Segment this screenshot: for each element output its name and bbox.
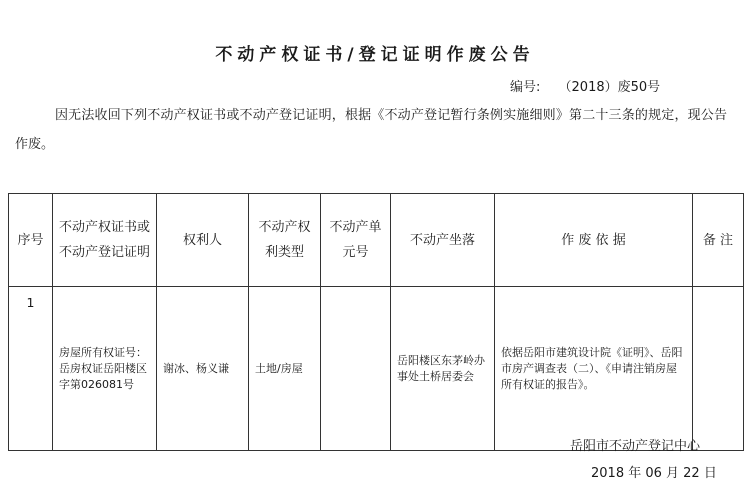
table-header-row — [9, 194, 744, 287]
issue-date: 2018 年 06 月 22 日 — [591, 466, 717, 481]
header-right-type: 不动产权利类型 — [249, 194, 321, 287]
header-holder: 权利人 — [157, 194, 249, 287]
cell-location-text: 岳阳楼区东茅岭办事处土桥居委会 — [397, 353, 485, 383]
notice-title: 不动产权证书/登记证明作废公告 — [215, 45, 535, 65]
cell-seq: 1 — [9, 287, 53, 451]
header-certificate: 不动产权证书或不动产登记证明 — [53, 194, 157, 287]
table-row — [9, 287, 744, 451]
cell-right-type: 土地/房屋 — [249, 287, 321, 451]
header-basis: 作 废 依 据 — [495, 194, 693, 287]
cell-remarks — [693, 287, 744, 451]
cell-basis: 依据岳阳市建筑设计院《证明》、岳阳市房产调查表（二）、《申请注销房屋所有权证的报告》。 — [495, 287, 693, 451]
issuing-organization: 岳阳市不动产登记中心 — [570, 439, 701, 454]
header-seq: 序号 — [9, 194, 53, 287]
cell-certificate: 房屋所有权证号：岳房权证岳阳楼区字第026081号 — [53, 287, 157, 451]
cell-location — [391, 287, 495, 451]
header-unit-no: 不动产单元号 — [321, 194, 391, 287]
header-remarks: 备 注 — [693, 194, 744, 287]
document-number-label: 编号: — [510, 80, 541, 95]
cell-unit-no — [321, 287, 391, 451]
document-number — [510, 76, 660, 95]
notice-body: 因无法收回下列不动产权证书或不动产登记证明，根据《不动产登记暂行条例实施细则》第二十三条的规定，现公告作废。 — [15, 108, 727, 152]
revocation-table — [8, 193, 744, 451]
document-number-value: （2018）废50号 — [558, 80, 661, 95]
header-location: 不动产坐落 — [391, 194, 495, 287]
cell-holder: 谢冰、杨义谦 — [157, 287, 249, 451]
